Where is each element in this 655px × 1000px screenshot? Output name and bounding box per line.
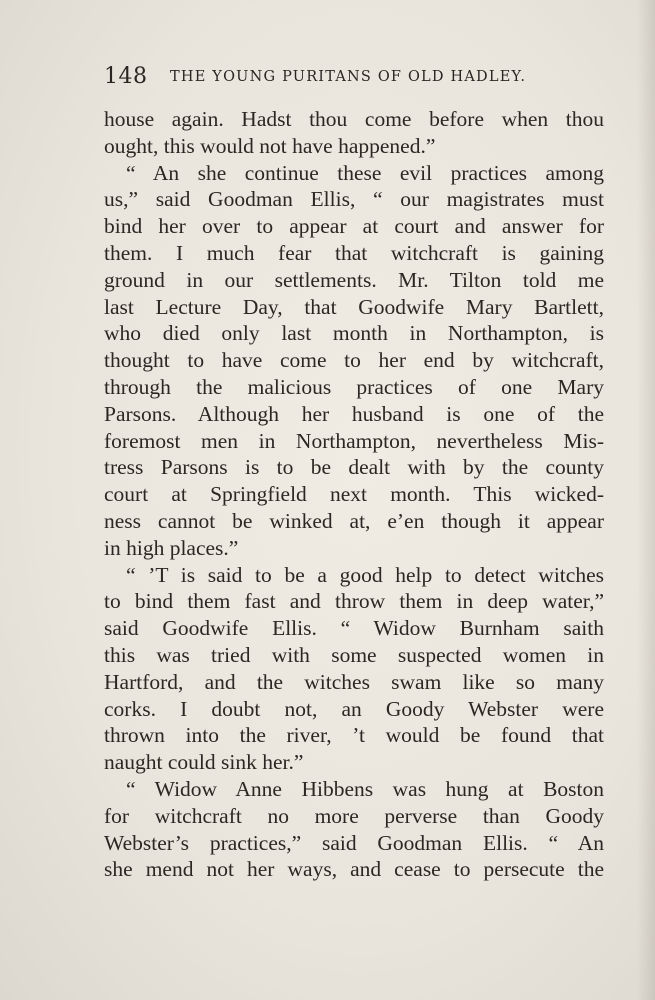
page-number: 148 (104, 64, 148, 89)
text-line: corks. I doubt not, an Goody Webster were (104, 696, 604, 721)
text-line: Webster’s practices,” said Goodman Ellis. “ An (104, 830, 604, 855)
text-line: this was tried with some suspected women in (104, 642, 604, 667)
text-line: thought to have come to her end by witchcraft, (104, 348, 604, 373)
text-line: through the malicious practices of one Mary (104, 374, 604, 399)
text-line: bind her over to appear at court and answer for (104, 214, 604, 239)
text-line: thrown into the river, ’t would be found that (104, 723, 604, 748)
text-line: foremost men in Northampton, nevertheless Mis- (104, 428, 604, 453)
text-line: them. I much fear that witchcraft is gaining (104, 240, 604, 265)
text-line: last Lecture Day, that Goodwife Mary Bartlett, (104, 294, 604, 319)
text-line: she mend not her ways, and cease to persecute the (104, 857, 604, 882)
page-edge-shadow (637, 0, 655, 1000)
text-line: who died only last month in Northampton, is (104, 321, 604, 346)
text-line: house again. Hadst thou come before when thou (104, 107, 604, 131)
text-line: Parsons. Although her husband is one of the (104, 401, 604, 426)
text-line: in high places.” (104, 535, 239, 560)
text-line: “ Widow Anne Hibbens was hung at Boston (126, 776, 604, 801)
text-line: said Goodwife Ellis. “ Widow Burnham saith (104, 616, 604, 641)
text-line: for witchcraft no more perverse than Goody (104, 803, 604, 828)
text-line: us,” said Goodman Ellis, “ our magistrates must (104, 187, 604, 212)
text-line: ness cannot be winked at, e’en though it appear (104, 508, 604, 533)
text-line: ought, this would not have happened.” (104, 133, 436, 158)
page-header (104, 62, 604, 96)
text-line: court at Springfield next month. This wicked- (104, 482, 604, 507)
text-line: ground in our settlements. Mr. Tilton told me (104, 267, 604, 292)
text-line: “ ’T is said to be a good help to detect witches (126, 562, 604, 587)
body-text (104, 106, 604, 883)
text-line: naught could sink her.” (104, 750, 304, 775)
text-line: tress Parsons is to be dealt with by the county (104, 455, 604, 480)
text-line: Hartford, and the witches swam like so many (104, 669, 604, 694)
text-line: “ An she continue these evil practices among (126, 160, 604, 185)
text-line: to bind them fast and throw them in deep water,” (104, 589, 604, 614)
running-head: THE YOUNG PURITANS OF OLD HADLEY. (170, 69, 527, 85)
